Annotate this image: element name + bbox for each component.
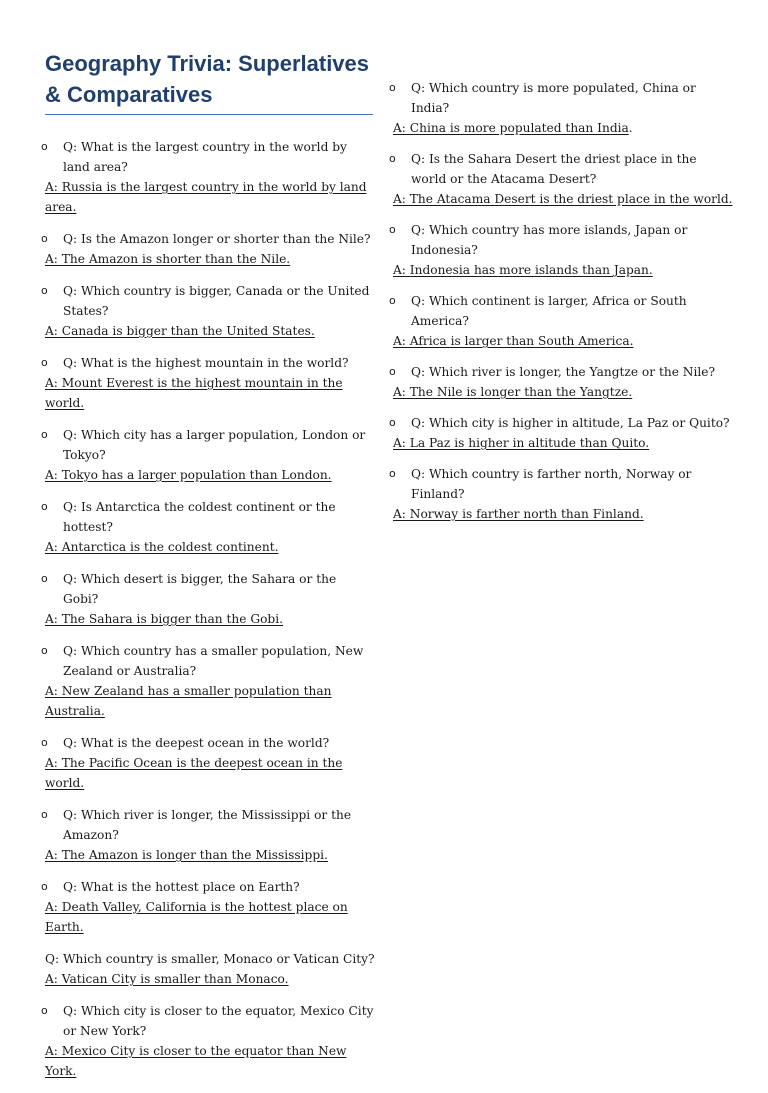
answer-label: A: China is more populated than India xyxy=(393,121,629,135)
answer-text xyxy=(45,249,375,269)
question-text xyxy=(45,949,375,969)
answer-label: A: The Amazon is longer than the Mississippi. xyxy=(45,848,328,862)
answer-text xyxy=(45,1041,375,1081)
question-label: Q: What is the hottest place on Earth? xyxy=(63,880,300,894)
question-label: Q: What is the deepest ocean in the world? xyxy=(63,736,330,750)
question-text xyxy=(41,229,375,249)
question-text xyxy=(41,137,375,177)
question-text xyxy=(389,78,733,118)
qa-item xyxy=(41,641,375,721)
bullet-icon: o xyxy=(41,428,48,441)
question-text xyxy=(389,413,733,433)
question-text xyxy=(389,464,733,504)
question-label: Q: Which desert is bigger, the Sahara or the Gobi? xyxy=(63,572,337,606)
qa-item xyxy=(41,805,375,865)
answer-label: A: Norway is farther north than Finland. xyxy=(393,507,644,521)
answer-text xyxy=(45,969,375,989)
question-text xyxy=(389,220,733,260)
question-label: Q: Which city is closer to the equator, Mexico City or New York? xyxy=(63,1004,374,1038)
question-text xyxy=(389,362,733,382)
answer-text xyxy=(393,118,733,138)
question-label: Q: Which country has more islands, Japan or Indonesia? xyxy=(411,223,688,257)
left-column xyxy=(41,48,375,1093)
question-label: Q: Which country is bigger, Canada or the United States? xyxy=(63,284,370,318)
qa-item xyxy=(389,149,733,209)
answer-label: A: New Zealand has a smaller population than Australia. xyxy=(45,684,332,718)
qa-item xyxy=(389,291,733,351)
qa-item xyxy=(41,1001,375,1081)
answer-label: A: The Sahara is bigger than the Gobi. xyxy=(45,612,284,626)
right-question-list xyxy=(389,78,733,524)
question-label: Q: Which country is more populated, China or India? xyxy=(411,81,696,115)
qa-item xyxy=(41,425,375,485)
question-label: Q: Is Antarctica the coldest continent or the hottest? xyxy=(63,500,336,534)
answer-label: A: The Pacific Ocean is the deepest ocean in the world. xyxy=(45,756,343,790)
question-label: Q: What is the largest country in the world by land area? xyxy=(63,140,347,174)
qa-item xyxy=(41,497,375,557)
question-label: Q: What is the highest mountain in the world? xyxy=(63,356,349,370)
bullet-icon: o xyxy=(41,232,48,245)
answer-label: A: The Nile is longer than the Yangtze. xyxy=(393,385,633,399)
question-text xyxy=(41,425,375,465)
answer-label: A: Antarctica is the coldest continent. xyxy=(45,540,279,554)
question-text xyxy=(41,353,375,373)
qa-item xyxy=(41,733,375,793)
question-label: Q: Which river is longer, the Yangtze or the Nile? xyxy=(411,365,716,379)
answer-label: A: Death Valley, California is the hottest place on Earth. xyxy=(45,900,348,934)
qa-item xyxy=(389,220,733,280)
left-question-list xyxy=(41,137,375,1081)
answer-text xyxy=(393,331,733,351)
bullet-icon: o xyxy=(41,140,48,153)
qa-item xyxy=(41,229,375,269)
question-label: Q: Which river is longer, the Mississippi or the Amazon? xyxy=(63,808,352,842)
question-text xyxy=(389,291,733,331)
qa-item xyxy=(389,78,733,138)
question-text xyxy=(41,1001,375,1041)
answer-text xyxy=(45,681,375,721)
answer-label: A: Africa is larger than South America. xyxy=(393,334,634,348)
qa-item xyxy=(41,137,375,217)
bullet-icon: o xyxy=(389,416,396,429)
question-label: Q: Is the Sahara Desert the driest place in the world or the Atacama Desert? xyxy=(411,152,697,186)
answer-label: A: La Paz is higher in altitude than Quito. xyxy=(393,436,650,450)
answer-text xyxy=(393,382,733,402)
question-text xyxy=(41,733,375,753)
bullet-icon: o xyxy=(41,880,48,893)
answer-text xyxy=(45,753,375,793)
answer-text xyxy=(45,321,375,341)
bullet-icon: o xyxy=(389,81,396,94)
question-text xyxy=(41,569,375,609)
answer-text xyxy=(45,373,375,413)
bullet-icon: o xyxy=(41,644,48,657)
answer-label: A: Mexico City is closer to the equator than New York. xyxy=(45,1044,347,1078)
qa-item xyxy=(41,877,375,937)
answer-text xyxy=(45,177,375,217)
bullet-icon: o xyxy=(389,365,396,378)
qa-item xyxy=(41,569,375,629)
answer-label: A: Mount Everest is the highest mountain in the world. xyxy=(45,376,343,410)
answer-text xyxy=(393,504,733,524)
question-label: Q: Which country is farther north, Norway or Finland? xyxy=(411,467,692,501)
bullet-icon: o xyxy=(41,1004,48,1017)
bullet-icon: o xyxy=(389,223,396,236)
qa-item xyxy=(41,353,375,413)
answer-label: A: Tokyo has a larger population than London. xyxy=(45,468,332,482)
bullet-icon: o xyxy=(41,284,48,297)
document-title: Geography Trivia: Superlatives & Comparatives xyxy=(45,48,373,115)
bullet-icon: o xyxy=(41,356,48,369)
question-text xyxy=(41,497,375,537)
question-text xyxy=(41,877,375,897)
qa-item xyxy=(389,464,733,524)
bullet-icon: o xyxy=(41,736,48,749)
answer-tail: . xyxy=(628,121,633,135)
bullet-icon: o xyxy=(41,808,48,821)
question-label: Q: Which city is higher in altitude, La Paz or Quito? xyxy=(411,416,730,430)
question-label: Q: Which country has a smaller population, New Zealand or Australia? xyxy=(63,644,364,678)
answer-text xyxy=(45,465,375,485)
answer-label: A: Canada is bigger than the United States. xyxy=(45,324,315,338)
answer-text xyxy=(45,609,375,629)
question-label: Q: Which country is smaller, Monaco or Vatican City? xyxy=(45,952,375,966)
question-label: Q: Which continent is larger, Africa or South America? xyxy=(411,294,687,328)
bullet-icon: o xyxy=(389,467,396,480)
answer-label: A: Russia is the largest country in the world by land area. xyxy=(45,180,367,214)
qa-item xyxy=(45,949,375,989)
question-label: Q: Which city has a larger population, London or Tokyo? xyxy=(63,428,366,462)
qa-item xyxy=(41,281,375,341)
bullet-icon: o xyxy=(41,500,48,513)
answer-text xyxy=(393,189,733,209)
answer-label: A: The Amazon is shorter than the Nile. xyxy=(45,252,291,266)
bullet-icon: o xyxy=(389,294,396,307)
qa-item xyxy=(389,362,733,402)
question-label: Q: Is the Amazon longer or shorter than the Nile? xyxy=(63,232,371,246)
answer-label: A: Vatican City is smaller than Monaco. xyxy=(45,972,289,986)
question-text xyxy=(389,149,733,189)
answer-text xyxy=(45,845,375,865)
answer-label: A: Indonesia has more islands than Japan. xyxy=(393,263,653,277)
question-text xyxy=(41,641,375,681)
bullet-icon: o xyxy=(389,152,396,165)
right-column xyxy=(389,78,733,535)
bullet-icon: o xyxy=(41,572,48,585)
answer-text xyxy=(45,897,375,937)
question-text xyxy=(41,281,375,321)
answer-text xyxy=(45,537,375,557)
answer-text xyxy=(393,260,733,280)
answer-label: A: The Atacama Desert is the driest place in the world. xyxy=(393,192,733,206)
question-text xyxy=(41,805,375,845)
qa-item xyxy=(389,413,733,453)
answer-text xyxy=(393,433,733,453)
